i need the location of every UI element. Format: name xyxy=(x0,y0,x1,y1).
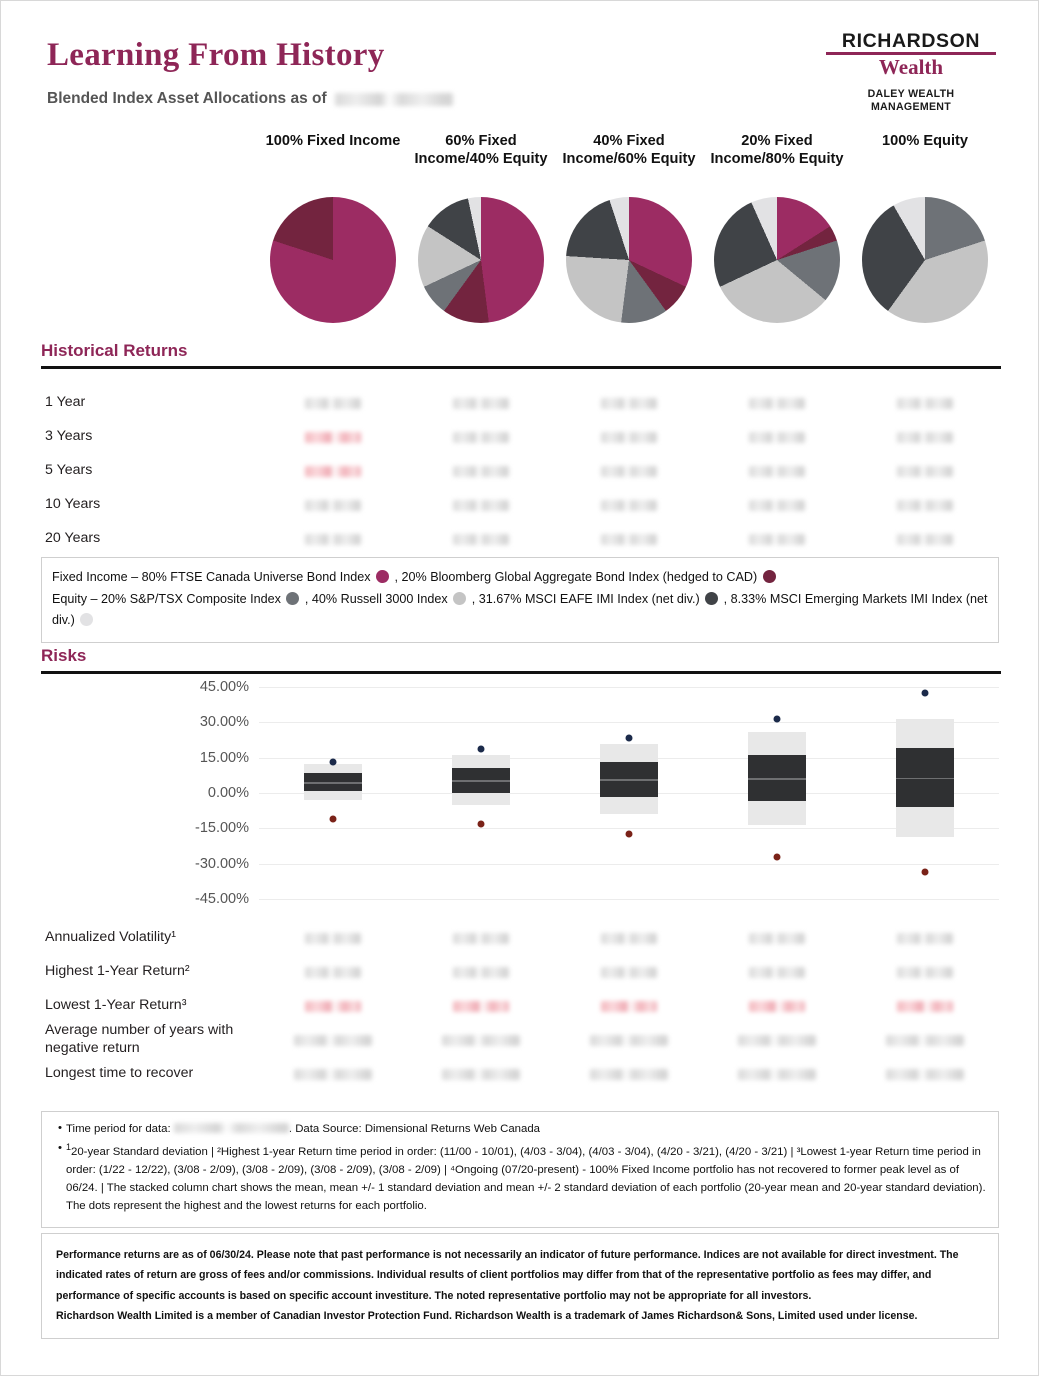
y-axis-tick-label: 0.00% xyxy=(207,785,249,801)
historical-returns-table xyxy=(41,386,1001,556)
value-cell xyxy=(259,1001,407,1012)
legend-fi-text2: , 20% Bloomberg Global Aggregate Bond Index (hedged to CAD) xyxy=(394,570,758,584)
pie-cell-2 xyxy=(555,197,703,323)
redacted-value xyxy=(601,466,657,477)
value-cell xyxy=(407,432,555,443)
row-label: Annualized Volatility¹ xyxy=(45,929,176,946)
footnote-1-text xyxy=(66,1120,986,1138)
value-cell xyxy=(703,466,851,477)
redacted-negative-value xyxy=(749,1001,805,1012)
footnote-2-sup: 1 xyxy=(66,1142,72,1153)
mean-line xyxy=(896,778,954,780)
footnote-2-body: 20-year Standard deviation | ²Highest 1-year Return time period in order: (11/00 - 10/01), (4/03 - 3/04), (4/03 - 3/04), (4/20 - 3/21), (4/20 - 3/21) | ³Lowest 1-year Return time period in order: (1/22 - 12/22), (3/08 - 2/09), (3/08 - 2/09), (3/08 - 2/09), (3/08 - 2/09) | ⁴Ongoing (07/20-present) - 100% Fixed Income portfolio has not recovered to former peak level as of 06/24. | The stacked column chart shows the mean, mean +/- 1 standard deviation and mean +/- 2 standard deviation of each portfolio (20-year mean and 20-year standard deviation). The dots represent the highest and the lowest returns for each portfolio. xyxy=(66,1145,986,1212)
redacted-value xyxy=(897,466,953,477)
allocation-pie-chart xyxy=(270,197,396,323)
logo-team-name xyxy=(826,88,996,114)
y-axis-tick-label: 15.00% xyxy=(199,749,249,766)
value-cell xyxy=(851,466,999,477)
table-row xyxy=(41,989,1001,1023)
bullet-icon-2: • xyxy=(58,1142,62,1155)
document-header xyxy=(47,39,453,108)
lowest-return-dot xyxy=(922,868,929,875)
redacted-value xyxy=(305,534,361,545)
lowest-return-dot xyxy=(478,820,485,827)
value-cell xyxy=(851,1035,999,1046)
y-axis-tick-label: -45.00% xyxy=(194,891,249,907)
portfolio-header-4 xyxy=(851,133,999,168)
redacted-value xyxy=(601,500,657,511)
value-cell xyxy=(407,398,555,409)
lowest-return-dot xyxy=(330,815,337,822)
bullet-icon: • xyxy=(58,1122,62,1134)
highest-return-dot xyxy=(330,759,337,766)
pie-cell-0 xyxy=(259,197,407,323)
value-cell xyxy=(407,534,555,545)
mean-line xyxy=(304,782,362,784)
risk-box-column xyxy=(600,677,658,909)
lowest-return-dot xyxy=(626,831,633,838)
row-label: Average number of years with negative return xyxy=(45,1022,234,1056)
legend-eq-text1: Equity – 20% S&P/TSX Composite Index xyxy=(52,591,281,606)
value-cell xyxy=(703,398,851,409)
footnote-1-pre: Time period for data: xyxy=(66,1123,171,1135)
y-axis-tick-label: -30.00% xyxy=(194,855,249,872)
portfolio-header-label: 100% Fixed Income xyxy=(265,133,401,149)
brand-logo xyxy=(826,31,996,114)
value-cell xyxy=(407,1035,555,1046)
legend-equity xyxy=(52,589,988,632)
redacted-value xyxy=(442,1035,520,1046)
disclaimer-paragraph-2: Richardson Wealth Limited is a member of Canadian Investor Protection Fund. Richardson Wealth is a trademark of James Richardson& Sons, Limited used under license. xyxy=(56,1309,918,1322)
mean-line xyxy=(748,778,806,780)
redacted-value xyxy=(601,534,657,545)
risks-section-head xyxy=(41,646,1001,674)
pie-cell-4 xyxy=(851,197,999,323)
legend-dot-russell xyxy=(453,592,466,605)
redacted-value xyxy=(590,1069,668,1080)
value-cell xyxy=(259,398,407,409)
allocation-pie-chart xyxy=(714,197,840,323)
y-axis-tick-label: 45.00% xyxy=(199,679,249,695)
highest-return-dot xyxy=(922,689,929,696)
value-cell xyxy=(407,466,555,477)
redacted-value xyxy=(749,534,805,545)
historical-returns-heading: Historical Returns xyxy=(41,341,188,360)
highest-return-dot xyxy=(626,734,633,741)
chart-y-axis xyxy=(41,677,259,909)
value-cell xyxy=(703,967,851,978)
table-row xyxy=(41,488,1001,522)
redacted-value xyxy=(305,500,361,511)
logo-richardson: RICHARDSON xyxy=(841,30,981,52)
section-divider-risks xyxy=(41,671,1001,674)
redacted-value xyxy=(601,432,657,443)
value-cell xyxy=(259,1035,407,1046)
row-values xyxy=(259,398,999,409)
portfolio-header-label: 40% Fixed Income/60% Equity xyxy=(562,133,696,167)
redacted-value xyxy=(453,933,509,944)
value-cell xyxy=(259,500,407,511)
redacted-value xyxy=(305,398,361,409)
value-cell xyxy=(259,432,407,443)
value-cell xyxy=(407,1069,555,1080)
value-cell xyxy=(259,967,407,978)
value-cell xyxy=(851,967,999,978)
redacted-negative-value xyxy=(305,432,361,443)
redacted-value xyxy=(453,534,509,545)
portfolio-header-1 xyxy=(407,133,555,168)
redacted-value xyxy=(453,432,509,443)
legend-fixed-income xyxy=(52,567,988,589)
value-cell xyxy=(259,534,407,545)
redacted-value xyxy=(305,933,361,944)
value-cell xyxy=(703,432,851,443)
allocation-pie-chart xyxy=(418,197,544,323)
chart-plot-area xyxy=(259,677,999,909)
value-cell xyxy=(555,1069,703,1080)
risk-box-column xyxy=(452,677,510,909)
legend-dot-bloomberg xyxy=(763,570,776,583)
row-values xyxy=(259,466,999,477)
redacted-value xyxy=(897,534,953,545)
legend-dot-eafe xyxy=(705,592,718,605)
value-cell xyxy=(555,500,703,511)
table-row xyxy=(41,454,1001,488)
redacted-negative-value xyxy=(601,1001,657,1012)
value-cell xyxy=(555,534,703,545)
value-cell xyxy=(555,1001,703,1012)
redacted-value xyxy=(749,933,805,944)
legend-dot-tsx xyxy=(286,592,299,605)
table-row xyxy=(41,955,1001,989)
logo-team-line1: DALEY WEALTH xyxy=(867,87,955,100)
mean-line xyxy=(452,780,510,782)
redacted-value xyxy=(738,1069,816,1080)
disclaimer-paragraph-1: Performance returns are as of 06/30/24. Please note that past performance is not necessarily an indicator of future performance. Indices are not available for direct investment. The indicated rates of return are gross of fees and/or commissions. Individual results of client portfolios may differ from that of the representative portfolio as fees may differ, and performance of specific accounts is based on specific account investiture. The noted representative portfolio may not be appropriate for all investors. xyxy=(56,1249,959,1302)
disclaimer-box xyxy=(41,1233,999,1339)
page-title: Learning From History xyxy=(47,37,385,73)
value-cell xyxy=(407,500,555,511)
legend-eq-text4: , 8.33% MSCI Emerging xyxy=(723,591,859,606)
table-row xyxy=(41,386,1001,420)
risk-metrics-table xyxy=(41,921,1001,1091)
subtitle-text: Blended Index Asset Allocations as of xyxy=(47,90,327,107)
row-label: 1 Year xyxy=(45,394,86,411)
value-cell xyxy=(259,933,407,944)
pie-cell-1 xyxy=(407,197,555,323)
value-cell xyxy=(703,933,851,944)
row-label: Lowest 1-Year Return³ xyxy=(45,997,187,1014)
redacted-negative-value xyxy=(305,1001,361,1012)
value-cell xyxy=(555,1035,703,1046)
row-label: Longest time to recover xyxy=(45,1065,194,1082)
value-cell xyxy=(555,432,703,443)
value-cell xyxy=(851,500,999,511)
highest-return-dot xyxy=(774,715,781,722)
allocation-pie-chart xyxy=(566,197,692,323)
redacted-value xyxy=(886,1069,964,1080)
footnote-date-redacted xyxy=(174,1123,289,1133)
allocation-pie-chart xyxy=(862,197,988,323)
y-axis-tick-label: 30.00% xyxy=(199,714,249,731)
risk-distribution-chart xyxy=(41,677,1001,909)
row-values xyxy=(259,500,999,511)
footnote-2-text xyxy=(66,1140,986,1215)
legend-eq-text3: , 31.67% MSCI EAFE IMI Index (net div.) xyxy=(471,591,700,606)
redacted-value xyxy=(590,1035,668,1046)
value-cell xyxy=(703,500,851,511)
portfolio-header-label: 60% Fixed Income/40% Equity xyxy=(414,133,548,167)
legend-eq-text5: Markets IMI Index (net div.) xyxy=(52,591,988,628)
row-label: 20 Years xyxy=(45,530,101,547)
redacted-value xyxy=(601,933,657,944)
risks-heading: Risks xyxy=(41,646,87,665)
value-cell xyxy=(851,1001,999,1012)
row-label: 10 Years xyxy=(45,496,101,513)
redacted-value xyxy=(294,1069,372,1080)
redacted-value xyxy=(453,466,509,477)
historical-returns-section-head xyxy=(41,341,1001,369)
row-values xyxy=(259,432,999,443)
value-cell xyxy=(555,466,703,477)
value-cell xyxy=(259,466,407,477)
portfolio-header-label: 20% Fixed Income/80% Equity xyxy=(710,133,844,167)
highest-return-dot xyxy=(478,746,485,753)
redacted-value xyxy=(601,967,657,978)
value-cell xyxy=(555,933,703,944)
value-cell xyxy=(555,967,703,978)
redacted-value xyxy=(294,1035,372,1046)
section-divider xyxy=(41,366,1001,369)
redacted-value xyxy=(886,1035,964,1046)
redacted-value xyxy=(305,967,361,978)
redacted-value xyxy=(897,500,953,511)
value-cell xyxy=(851,534,999,545)
redacted-value xyxy=(601,398,657,409)
footnote-item-2 xyxy=(54,1140,986,1215)
risk-box-column xyxy=(304,677,362,909)
redacted-value xyxy=(453,398,509,409)
redacted-value xyxy=(749,432,805,443)
index-legend xyxy=(41,557,999,643)
row-values xyxy=(259,967,999,978)
page-subtitle xyxy=(47,90,453,108)
row-values xyxy=(259,534,999,545)
risk-box-column xyxy=(748,677,806,909)
redacted-value xyxy=(897,398,953,409)
redacted-negative-value xyxy=(453,1001,509,1012)
value-cell xyxy=(851,933,999,944)
redacted-value xyxy=(749,500,805,511)
value-cell xyxy=(851,432,999,443)
table-row xyxy=(41,1023,1001,1057)
legend-dot-ftse xyxy=(376,570,389,583)
table-row xyxy=(41,1057,1001,1091)
redacted-value xyxy=(897,432,953,443)
value-cell xyxy=(851,1069,999,1080)
row-values xyxy=(259,1069,999,1080)
value-cell xyxy=(703,534,851,545)
redacted-negative-value xyxy=(305,466,361,477)
redacted-value xyxy=(453,967,509,978)
portfolio-column-headers xyxy=(259,133,999,168)
table-row xyxy=(41,420,1001,454)
value-cell xyxy=(407,933,555,944)
value-cell xyxy=(851,398,999,409)
table-row xyxy=(41,921,1001,955)
row-values xyxy=(259,933,999,944)
value-cell xyxy=(703,1001,851,1012)
pie-cell-3 xyxy=(703,197,851,323)
portfolio-header-3 xyxy=(703,133,851,168)
allocation-pie-row xyxy=(259,197,999,323)
redacted-value xyxy=(442,1069,520,1080)
value-cell xyxy=(407,967,555,978)
risk-box-column xyxy=(896,677,954,909)
value-cell xyxy=(407,1001,555,1012)
row-values xyxy=(259,1035,999,1046)
row-label: Highest 1-Year Return² xyxy=(45,963,190,980)
legend-dot-em xyxy=(80,613,93,626)
mean-line xyxy=(600,779,658,781)
redacted-value xyxy=(749,466,805,477)
row-label: 3 Years xyxy=(45,428,93,445)
subtitle-date-redacted xyxy=(335,93,453,106)
portfolio-header-2 xyxy=(555,133,703,168)
value-cell xyxy=(555,398,703,409)
y-axis-tick-label: -15.00% xyxy=(194,820,249,837)
legend-fi-text1: Fixed Income – 80% FTSE Canada Universe Bond Index xyxy=(52,570,371,584)
logo-team-line2: MANAGEMENT xyxy=(870,101,952,114)
portfolio-header-0 xyxy=(259,133,407,168)
redacted-value xyxy=(897,933,953,944)
value-cell xyxy=(259,1069,407,1080)
portfolio-header-label: 100% Equity xyxy=(882,133,968,149)
table-row xyxy=(41,522,1001,556)
logo-wealth: Wealth xyxy=(878,54,944,79)
lowest-return-dot xyxy=(774,853,781,860)
value-cell xyxy=(703,1035,851,1046)
redacted-value xyxy=(738,1035,816,1046)
redacted-value xyxy=(749,967,805,978)
row-values xyxy=(259,1001,999,1012)
redacted-value xyxy=(453,500,509,511)
footnotes-box xyxy=(41,1111,999,1228)
footnote-1-post: . Data Source: Dimensional Returns Web Canada xyxy=(288,1123,541,1135)
legend-eq-text2: , 40% Russell 3000 Index xyxy=(304,591,448,606)
value-cell xyxy=(703,1069,851,1080)
footnote-item-1 xyxy=(54,1120,986,1138)
redacted-negative-value xyxy=(897,1001,953,1012)
row-label: 5 Years xyxy=(45,462,93,479)
redacted-value xyxy=(897,967,953,978)
redacted-value xyxy=(749,398,805,409)
